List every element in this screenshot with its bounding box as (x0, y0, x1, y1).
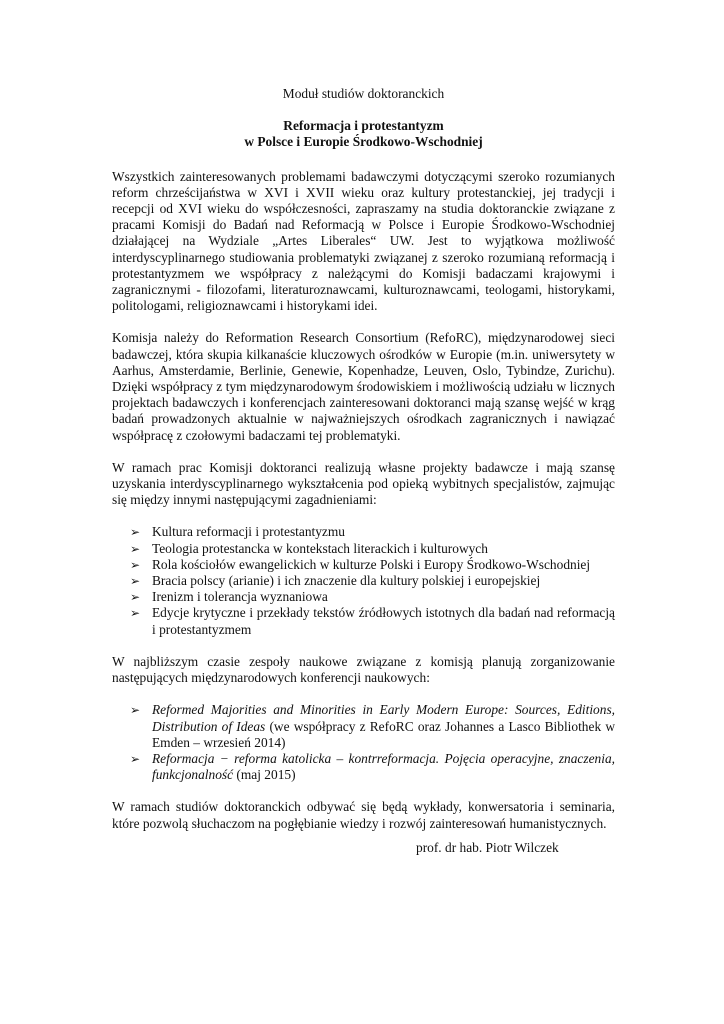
list-item: ➢ Teologia protestancka w kontekstach literackich i kulturowych (130, 540, 488, 556)
list-item: ➢ Bracia polscy (arianie) i ich znaczenie dla kultury polskiej i europejskiej (130, 573, 541, 589)
conference-title: Reformed Majorities and Minorities in Early Modern Europe: Sources, Editions, Distribution of Ideas (152, 702, 615, 734)
signature: prof. dr hab. Piotr Wilczek (416, 840, 559, 855)
module-heading: Moduł studiów doktoranckich (282, 86, 445, 101)
title-line-2: w Polsce i Europie Środkowo-Wschodniej (244, 134, 483, 150)
consortium-paragraph: Komisja należy do Reformation Research Consortium (RefoRC), międzynarodowej sieci badawczej, która skupia kilkanaście kluczowych ośrodków w Europie (m.in. uniwersytety w Aarhus, Amsterdamie, Berlinie, Genewie, Kopenhadze, Leuven, Oslo, Tybindze, Zurichu). Dzięki współpracy z tym międzynarodowym środowiskiem i możliwością udziału w licznych projektach badawczych i konferencjach zainteresowani doktoranci mają szansę wejść w krąg badań prowadzonych aktualnie w najważniejszych ośrodkach zagranicznych i nawiązać współpracę z czołowymi badaczami tej problematyki. (112, 330, 615, 443)
arrow-bullet-icon: ➢ (130, 574, 141, 589)
list-item: ➢ Irenizm i tolerancja wyznaniowa (130, 589, 328, 605)
title-line-1: Reformacja i protestantyzm (283, 118, 444, 134)
arrow-bullet-icon: ➢ (130, 751, 141, 766)
conferences-paragraph: W najbliższym czasie zespoły naukowe związane z komisją planują zorganizowanie następujących międzynarodowych konferencji naukowych: (112, 653, 615, 686)
arrow-bullet-icon: ➢ (130, 703, 141, 718)
intro-paragraph: Wszystkich zainteresowanych problemami badawczymi dotyczącymi szeroko rozumianych reform chrześcijaństwa w XVI i XVII wieku oraz kultury protestanckiej, jej tradycji i recepcji od XVI wieku do współczesności, zapraszamy na studia doktoranckie związane z pracami Komisji do Badań nad Reformacją w Polsce i Europie Środkowo-Wschodniej działającej na Wydziale „Artes Liberales“ UW. Jest to wyjątkowa możliwość interdyscyplinarnego studiowania problematyki związanej z szeroko rozumianą reformacją i protestantyzmem we współpracy z należącymi do Komisji badaczami krajowymi i zagranicznymi - filozofami, literaturoznawcami, kulturoznawcami, teologami, historykami, politologami, religioznawcami i historykami idei. (112, 168, 615, 314)
conference-detail: (maj 2015) (233, 767, 296, 783)
topics-list (112, 524, 615, 637)
arrow-bullet-icon: ➢ (130, 590, 141, 605)
list-item: ➢ Rola kościołów ewangelickich w kulturze Polski i Europy Środkowo-Wschodniej (130, 556, 591, 572)
arrow-bullet-icon: ➢ (130, 525, 141, 540)
arrow-bullet-icon: ➢ (130, 541, 141, 556)
conference-detail: (we współpracy z RefoRC oraz Johannes a Lasco Bibliothek w Emden – wrzesień 2014) (152, 718, 615, 750)
document-page (112, 86, 615, 848)
arrow-bullet-icon: ➢ (130, 557, 141, 572)
conference-title: Reformacja − reforma katolicka – kontrreformacja. Pojęcia operacyjne, znaczenia, funkcjonalność (152, 750, 615, 783)
list-item (112, 702, 615, 751)
arrow-bullet-icon: ➢ (130, 606, 141, 621)
list-item (112, 751, 615, 783)
conferences-list (112, 702, 615, 783)
research-paragraph: W ramach prac Komisji doktoranci realizują własne projekty badawcze i mają szansę uzyskania interdyscyplinarnego wykształcenia pod opieką wybitnych specjalistów, zajmując się między innymi następującymi zagadnieniami: (112, 459, 615, 508)
list-item: ➢ Kultura reformacji i protestantyzmu (130, 524, 345, 540)
closing-paragraph: W ramach studiów doktoranckich odbywać się będą wykłady, konwersatoria i seminaria, które pozwolą słuchaczom na pogłębianie wiedzy i rozwój zainteresowań humanistycznych. (112, 799, 615, 831)
list-item: ➢ Edycje krytyczne i przekłady tekstów źródłowych istotnych dla badań nad reformacją i protestantyzmem (130, 605, 615, 637)
document-title (112, 118, 615, 150)
